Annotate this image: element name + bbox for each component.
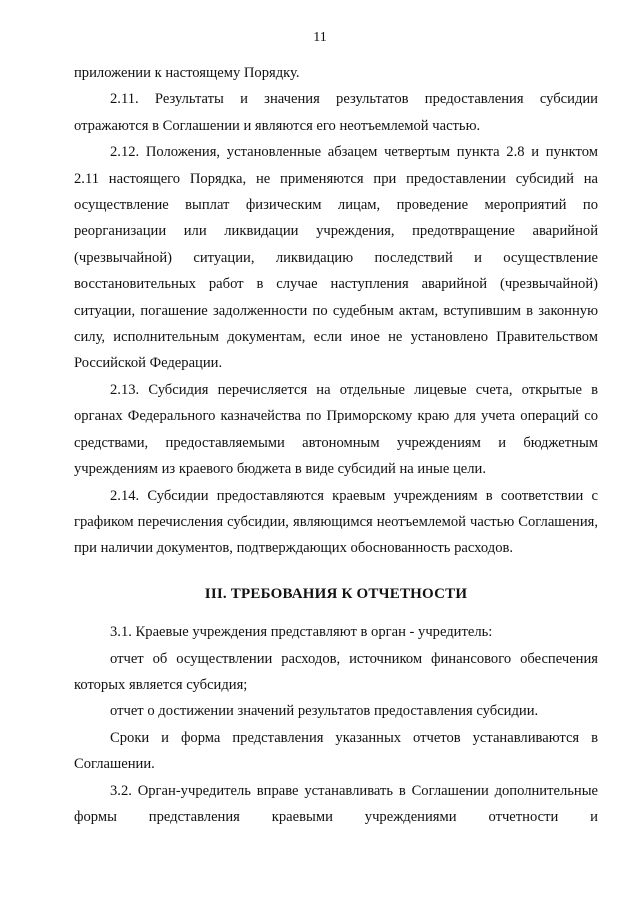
paragraph-3-1: 3.1. Краевые учреждения представляют в орган - учредитель: xyxy=(110,624,493,641)
paragraph-continuation: приложении к настоящему Порядку. xyxy=(74,65,300,81)
paragraph-report-results: отчет о достижении значений результатов предоставления субсидии. xyxy=(110,703,539,720)
paragraph-2-13: 2.13. Субсидия перечисляется на отдельные лицевые счета, открытые в органах Федерального казначейства по Приморскому краю для учета операций со средствами, предоставляемыми автономным учреждениям и бюджетным учреждениям из краевого бюджета в виде субсидий на иные цели. xyxy=(74,381,598,478)
page-number: 11 xyxy=(313,30,327,45)
document-body xyxy=(74,60,598,830)
section-heading: III. ТРЕБОВАНИЯ К ОТЧЕТНОСТИ xyxy=(204,585,468,602)
paragraph-2-11: 2.11. Результаты и значения результатов предоставления субсидии отражаются в Соглашении и являются его неотъемлемой частью. xyxy=(74,91,598,134)
paragraph-report-expenses: отчет об осуществлении расходов, источником финансового обеспечения которых является субсидия; xyxy=(74,650,598,693)
paragraph-3-2: 3.2. Орган-учредитель вправе устанавливать в Соглашении дополнительные формы представления краевыми учреждениями отчетности и xyxy=(74,782,598,825)
paragraph-2-12: 2.12. Положения, установленные абзацем четвертым пункта 2.8 и пунктом 2.11 настоящего Порядка, не применяются при предоставлении субсидий на осуществление выплат физическим лицам, проведение мероприятий по реорганизации или ликвидации учреждения, предотвращение аварийной (чрезвычайной) ситуации, ликвидацию последствий и осуществление восстановительных работ в случае наступления аварийной (чрезвычайной) ситуации, погашение задолженности по судебным актам, вступившим в законную силу, исполнительным документам, если иное не установлено Правительством Российской Федерации. xyxy=(74,144,598,372)
paragraph-2-14: 2.14. Субсидии предоставляются краевым учреждениям в соответствии с графиком перечисления субсидии, являющимся неотъемлемой частью Соглашения, при наличии документов, подтверждающих обоснованность расходов. xyxy=(74,487,598,557)
paragraph-deadlines: Сроки и форма представления указанных отчетов устанавливаются в Соглашении. xyxy=(74,729,598,773)
